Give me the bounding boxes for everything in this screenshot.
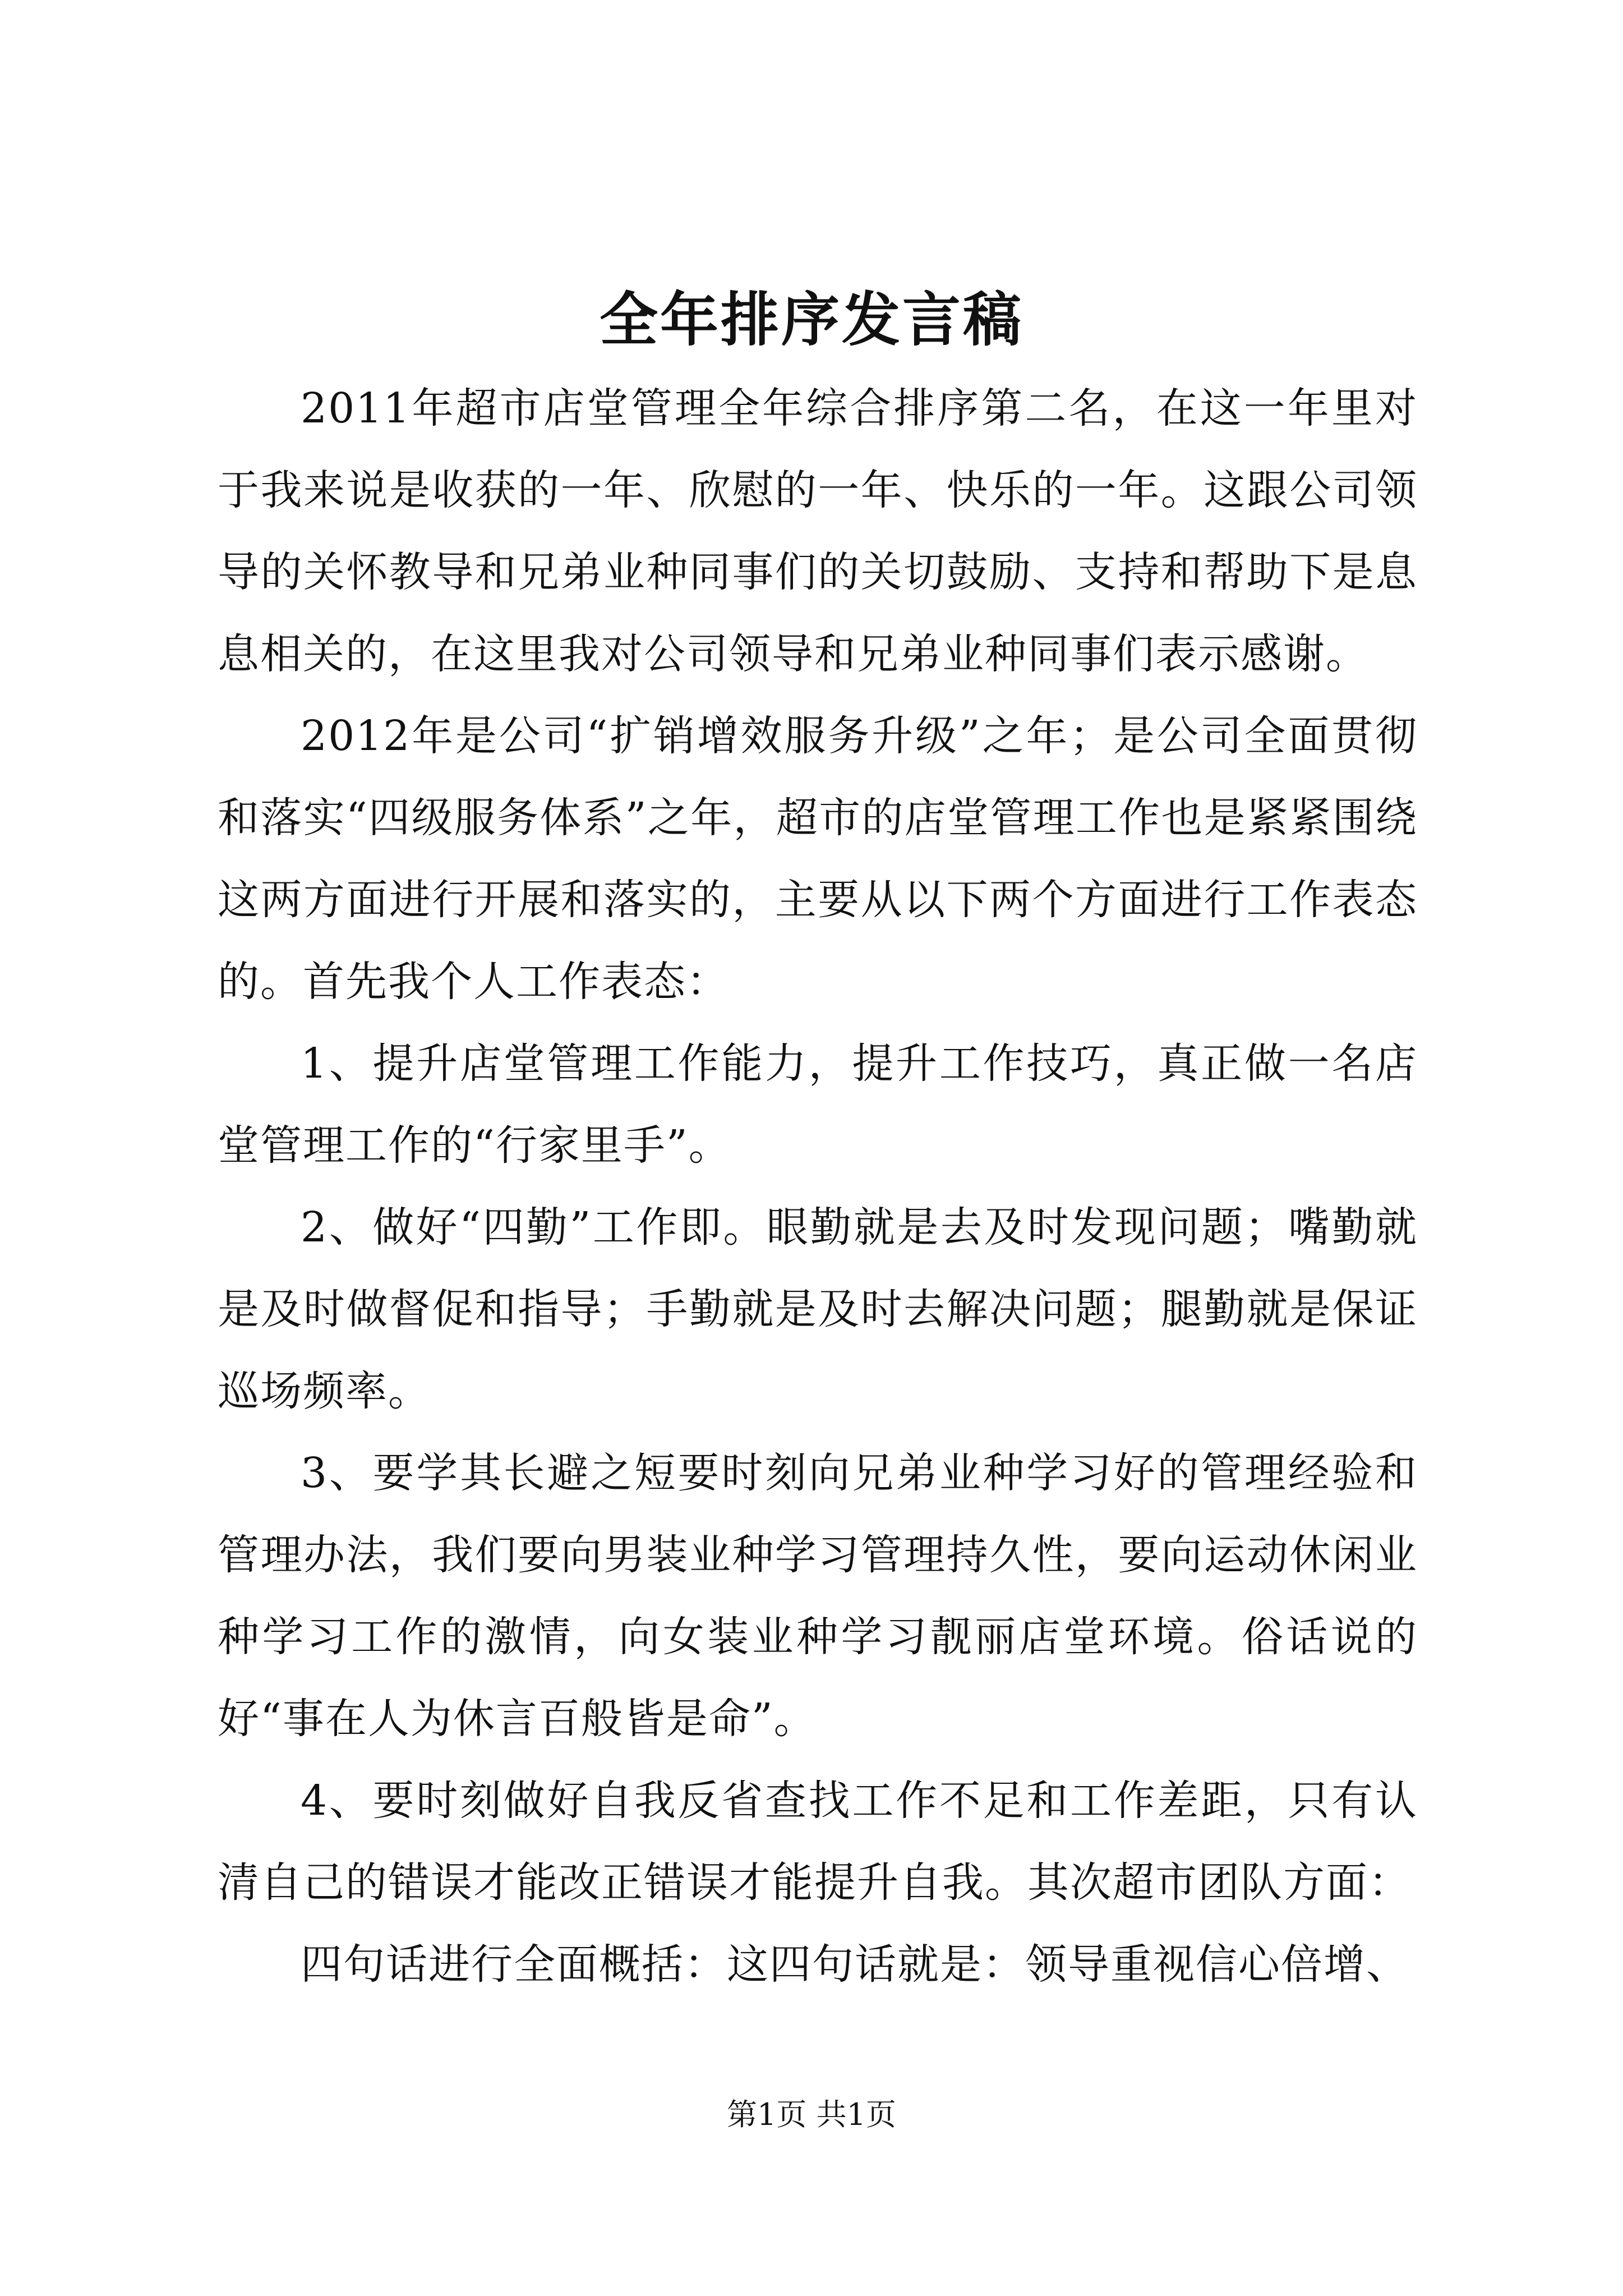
paragraph-5: 3、要学其长避之短要时刻向兄弟业种学习好的管理经验和管理办法，我们要向男装业种学习管理持久性，要向运动休闲业种学习工作的激情，向女装业种学习靓丽店堂环境。俗话说的好“事在人为休言百般皆是命”。 xyxy=(218,1449,1418,1743)
document-title: 全年排序发言稿 xyxy=(599,285,1023,354)
paragraph-2: 2012年是公司“扩销增效服务升级”之年；是公司全面贯彻和落实“四级服务体系”之年，超市的店堂管理工作也是紧紧围绕这两方面进行开展和落实的，主要从以下两个方面进行工作表态的。首先我个人工作表态： xyxy=(218,712,1418,1006)
paragraph-6: 4、要时刻做好自我反省查找工作不足和工作差距，只有认清自己的错误才能改正错误才能提升自我。其次超市团队方面： xyxy=(218,1777,1418,1907)
paragraph-3: 1、提升店堂管理工作能力，提升工作技巧，真正做一名店堂管理工作的“行家里手”。 xyxy=(218,1039,1418,1170)
document-body xyxy=(218,367,1418,2005)
paragraph-4: 2、做好“四勤”工作即。眼勤就是去及时发现问题；嘴勤就是及时做督促和指导；手勤就是及时去解决问题；腿勤就是保证巡场频率。 xyxy=(218,1203,1418,1415)
paragraph-7: 四句话进行全面概括：这四句话就是：领导重视信心倍增、 xyxy=(301,1940,1409,1989)
paragraph-1: 2011年超市店堂管理全年综合排序第二名，在这一年里对于我来说是收获的一年、欣慰的一年、快乐的一年。这跟公司领导的关怀教导和兄弟业种同事们的关切鼓励、支持和帮助下是息息相关的，在这里我对公司领导和兄弟业种同事们表示感谢。 xyxy=(218,384,1418,678)
page-footer: 第1页 共1页 xyxy=(727,2097,896,2132)
